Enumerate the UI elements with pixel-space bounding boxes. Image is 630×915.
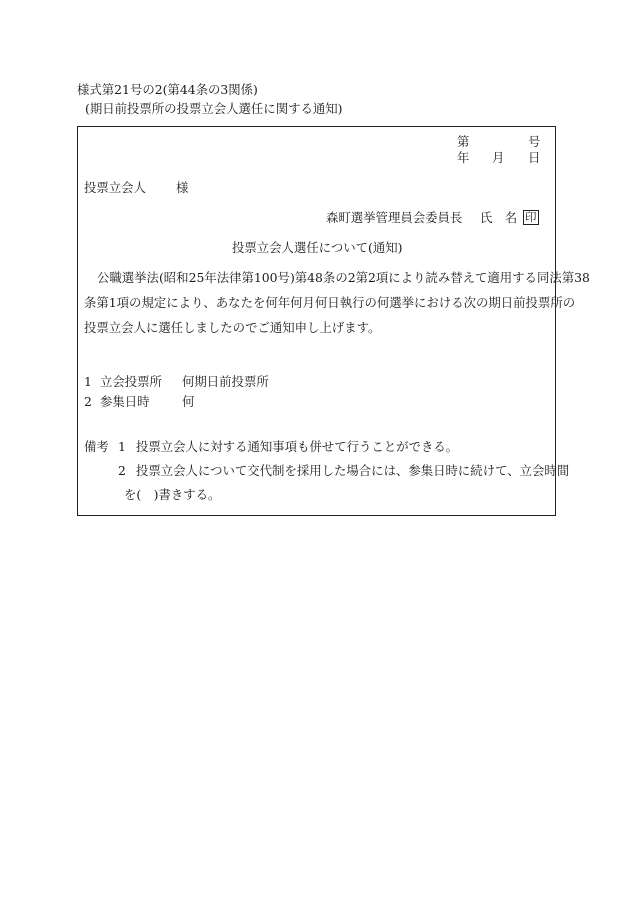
notes-label: 備考	[84, 439, 109, 454]
form-title: 様式第21号の2(第44条の3関係)	[77, 82, 258, 97]
note-1-text: 投票立会人に対する通知事項も併せて行うことができる。	[136, 439, 459, 454]
doc-number-dai: 第	[457, 134, 470, 149]
form-subtitle: (期日前投票所の投票立会人選任に関する通知)	[85, 101, 343, 116]
note-2-text-line-1: 投票立会人について交代制を採用した場合には、参集日時に続けて、立会時間	[136, 463, 570, 478]
item-2-value: 何	[182, 394, 195, 409]
seal-wrapper	[523, 209, 539, 225]
item-2-number: 2	[84, 394, 92, 409]
item-1-label: 立会投票所	[100, 374, 162, 389]
body-line-1: 公職選挙法(昭和25年法律第100号)第48条の2第2項により読み替えて適用する同法第38	[97, 270, 590, 285]
body-line-2: 条第1項の規定により、あなたを何年何月何日執行の何選挙における次の期日前投票所の	[84, 295, 576, 310]
note-1-number: 1	[118, 439, 126, 454]
date-year: 年	[457, 150, 470, 165]
body-line-3: 投票立会人に選任しましたのでご通知申し上げます。	[84, 320, 381, 335]
addressee-honorific: 様	[176, 180, 189, 195]
date-day: 日	[528, 150, 541, 165]
item-2-label: 参集日時	[100, 394, 150, 409]
doc-title: 投票立会人選任について(通知)	[232, 240, 403, 255]
item-1-value: 何期日前投票所	[182, 374, 269, 389]
date-month: 月	[492, 150, 505, 165]
item-1-number: 1	[84, 374, 92, 389]
doc-number-go: 号	[528, 134, 541, 149]
sender-name-label: 氏 名	[480, 210, 518, 225]
seal-stamp: 印	[525, 210, 537, 224]
sender-title: 森町選挙管理員会委員長	[326, 210, 463, 225]
note-2-text-line-2: を( )書きする。	[124, 487, 221, 502]
note-2-number: 2	[118, 463, 126, 478]
addressee-name: 投票立会人	[84, 180, 146, 195]
